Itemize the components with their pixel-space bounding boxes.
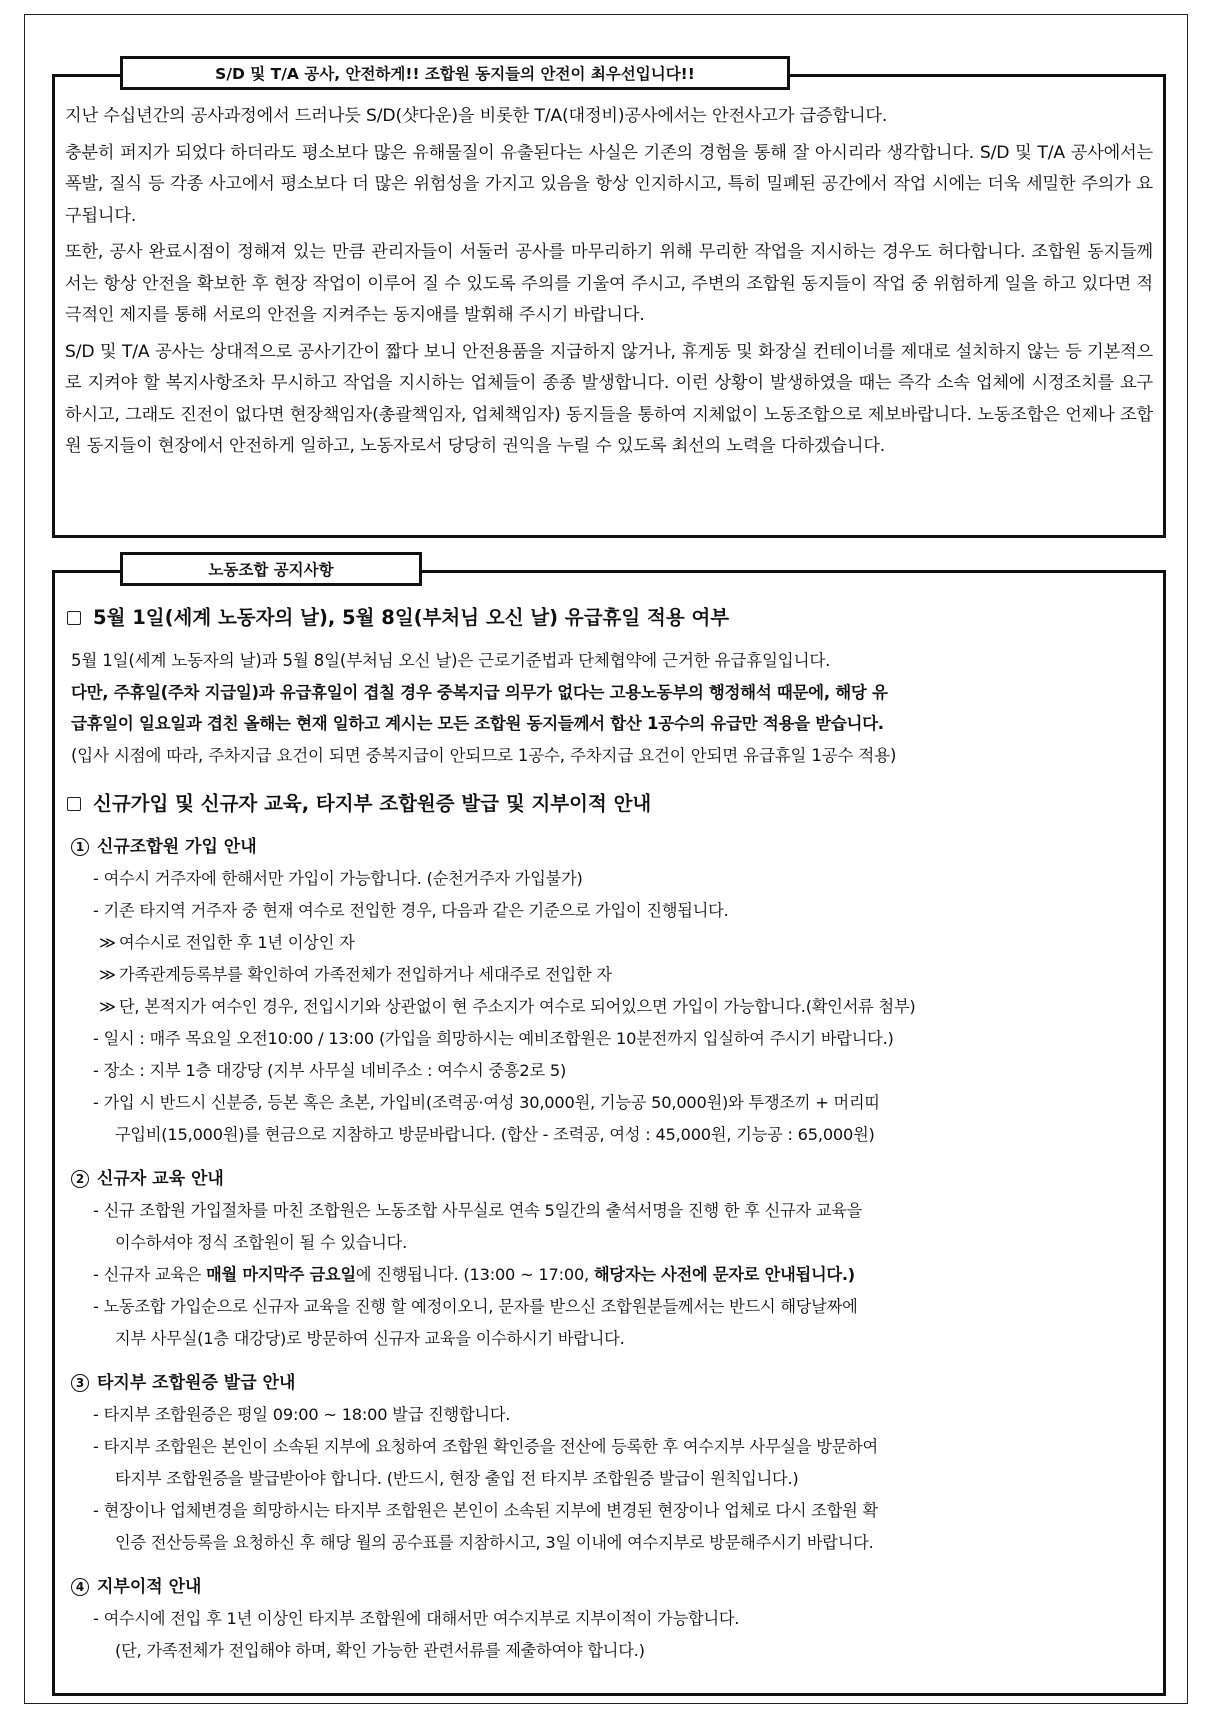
education-line-2c: 에 진행됩니다. (13:00 ~ 17:00, xyxy=(355,1265,594,1284)
criterion-2-text: 가족관계등록부를 확인하여 가족전체가 전입하거나 세대주로 전입한 자 xyxy=(119,965,612,984)
safety-paragraph-4: S/D 및 T/A 공사는 상대적으로 공사기간이 짧다 보니 안전용품을 지급하지 않거나, 휴게동 및 화장실 컨테이너를 제대로 설치하지 않는 등 기본적으로 지켜야 할 복지사항조차 무시하고 작업을 지시하는 업체들이 종종 발생합니다. 이런 상황이 발생하였을 때는 즉각 소속 업체에 시정조치를 요구하시고, 그래도 진전이 없다면 현장책임자(총괄책임자, 업체책임자) 동지들을 통하여 지체없이 노동조합으로 제보바랍니다. 노동조합은 언제나 조합원 동지들이 현장에서 안전하게 일하고, 노동자로서 당당히 권익을 누릴 수 있도록 최선의 노력을 다하겠습니다. xyxy=(65,341,1153,456)
sub-branch-transfer xyxy=(65,1571,1151,1667)
new-member-criterion-3 xyxy=(65,991,1151,1023)
sub-new-member-title-text: 신규조합원 가입 안내 xyxy=(97,837,257,857)
other-branch-line-1: - 타지부 조합원증은 평일 09:00 ~ 18:00 발급 진행합니다. xyxy=(93,1405,511,1424)
sub-new-member-education xyxy=(65,1163,1151,1355)
holiday-line-1: 5월 1일(세계 노동자의 날)과 5월 8일(부처님 오신 날)은 근로기준법과 단체협약에 근거한 유급휴일입니다. xyxy=(71,651,831,670)
education-notice-bold: 해당자는 사전에 문자로 안내됩니다.) xyxy=(593,1265,855,1284)
sub-other-branch-title-text: 타지부 조합원증 발급 안내 xyxy=(97,1373,296,1393)
education-line-3: - 노동조합 가입순으로 신규자 교육을 진행 할 예정이오니, 문자를 받으신 조합원분들께서는 반드시 해당날짜에 xyxy=(93,1297,858,1316)
sub-education-title xyxy=(71,1163,1151,1195)
circled-number-icon: 2 xyxy=(71,1170,89,1188)
criterion-3-text: 단, 본적지가 여수인 경우, 전입시기와 상관없이 현 주소지가 여수로 되어있으면 가입이 가능합니다.(확인서류 첨부) xyxy=(119,997,916,1016)
other-branch-line-2: - 타지부 조합원은 본인이 소속된 지부에 요청하여 조합원 확인증을 전산에 등록한 후 여수지부 사무실을 방문하여 xyxy=(93,1437,878,1456)
sub-education-title-text: 신규자 교육 안내 xyxy=(97,1169,224,1189)
transfer-line-1: - 여수시에 전입 후 1년 이상인 타지부 조합원에 대해서만 여수지부로 지부이적이 가능합니다. xyxy=(93,1609,740,1628)
holiday-note: (입사 시점에 따라, 주차지급 요건이 되면 중복지급이 안되므로 1공수, 주차지급 요건이 안되면 유급휴일 1공수 적용) xyxy=(71,745,897,765)
new-member-line-2: - 기존 타지역 거주자 중 현재 여수로 전입한 경우, 다음과 같은 기준으로 가입이 진행됩니다. xyxy=(93,901,729,920)
safety-paragraph-2: 충분히 퍼지가 되었다 하더라도 평소보다 많은 유해물질이 유출된다는 사실은 기존의 경험을 통해 잘 아시리라 생각합니다. S/D 및 T/A 공사에서는 폭발, 질식 등 각종 사고에서 평소보다 더 많은 위험성을 가지고 있음을 항상 인지하시고, 특히 밀폐된 공간에서 작업 시에는 더욱 세밀한 주의가 요구됩니다. xyxy=(65,142,1153,226)
sub-transfer-title xyxy=(71,1571,1151,1603)
section-holiday-title xyxy=(65,603,1151,633)
arrow-icon: ≫ xyxy=(99,965,116,984)
section-holiday-body xyxy=(71,645,1151,771)
new-member-location: - 장소 : 지부 1층 대강당 (지부 사무실 네비주소 : 여수시 중흥2로 5) xyxy=(93,1061,567,1080)
checkbox-icon xyxy=(67,797,81,811)
new-member-criterion-2 xyxy=(65,959,1151,991)
circled-number-icon: 3 xyxy=(71,1374,89,1392)
new-member-documents-cont: 구입비(15,000원)를 현금으로 지참하고 방문바랍니다. (합산 - 조력공, 여성 : 45,000원, 기능공 : 65,000원) xyxy=(115,1125,875,1144)
other-branch-line-2-cont: 타지부 조합원증을 발급받아야 합니다. (반드시, 현장 출입 전 타지부 조합원증 발급이 원칙입니다.) xyxy=(115,1469,799,1488)
new-member-line-1: - 여수시 거주자에 한해서만 가입이 가능합니다. (순천거주자 가입불가) xyxy=(93,869,583,888)
education-line-3-cont: 지부 사무실(1층 대강당)로 방문하여 신규자 교육을 이수하시기 바랍니다. xyxy=(115,1329,625,1348)
criterion-1-text: 여수시로 전입한 후 1년 이상인 자 xyxy=(119,933,355,952)
arrow-icon: ≫ xyxy=(99,933,116,952)
education-date-bold: 매월 마지막주 금요일 xyxy=(206,1265,356,1284)
education-line-2 xyxy=(79,1259,1151,1291)
new-member-documents: - 가입 시 반드시 신분증, 등본 혹은 초본, 가입비(조력공·여성 30,000원, 기능공 50,000원)와 투쟁조끼 + 머리띠 xyxy=(93,1093,880,1112)
sub-new-member-title xyxy=(71,831,1151,863)
education-line-2a: - 신규자 교육은 xyxy=(93,1265,207,1284)
new-member-criterion-1 xyxy=(65,927,1151,959)
circled-number-icon: 1 xyxy=(71,838,89,856)
sub-transfer-title-text: 지부이적 안내 xyxy=(97,1577,202,1597)
holiday-bold-line-2: 급휴일이 일요일과 겹친 올해는 현재 일하고 계시는 모든 조합원 동지들께서 합산 1공수의 유급만 적용을 받습니다. xyxy=(71,714,884,733)
safety-notice-content xyxy=(65,101,1153,468)
other-branch-line-3-cont: 인증 전산등록을 요청하신 후 해당 월의 공수표를 지참하시고, 3일 이내에 여수지부로 방문해주시기 바랍니다. xyxy=(115,1533,874,1552)
union-notice-content xyxy=(65,603,1151,1667)
education-line-1: - 신규 조합원 가입절차를 마친 조합원은 노동조합 사무실로 연속 5일간의 출석서명을 진행 한 후 신규자 교육을 xyxy=(93,1201,863,1220)
circled-number-icon: 4 xyxy=(71,1578,89,1596)
education-line-1-cont: 이수하셔야 정식 조합원이 될 수 있습니다. xyxy=(115,1233,408,1252)
safety-notice-title: S/D 및 T/A 공사, 안전하게!! 조합원 동지들의 안전이 최우선입니다!! xyxy=(120,56,790,90)
union-notice-box xyxy=(52,570,1166,1696)
safety-paragraph-3: 또한, 공사 완료시점이 정해져 있는 만큼 관리자들이 서둘러 공사를 마무리하기 위해 무리한 작업을 지시하는 경우도 허다합니다. 조합원 동지들께서는 항상 안전을 확보한 후 현장 작업이 이루어 질 수 있도록 주의를 기울여 주시고, 주변의 조합원 동지들이 작업 중 위험하게 일을 하고 있다면 적극적인 제지를 통해 서로의 안전을 지켜주는 동지애를 발휘해 주시기 바랍니다. xyxy=(65,242,1153,325)
arrow-icon: ≫ xyxy=(99,997,116,1016)
checkbox-icon xyxy=(67,611,81,625)
section-membership-title-text: 신규가입 및 신규자 교육, 타지부 조합원증 발급 및 지부이적 안내 xyxy=(93,792,652,815)
holiday-bold-line-1: 다만, 주휴일(주차 지급일)과 유급휴일이 겹칠 경우 중복지급 의무가 없다는 고용노동부의 행정해석 때문에, 해당 유 xyxy=(71,682,888,702)
section-membership-title xyxy=(65,789,1151,819)
sub-other-branch-card xyxy=(65,1367,1151,1559)
union-notice-title: 노동조합 공지사항 xyxy=(120,552,422,586)
section-holiday-title-text: 5월 1일(세계 노동자의 날), 5월 8일(부처님 오신 날) 유급휴일 적용 여부 xyxy=(93,606,730,629)
safety-notice-box xyxy=(52,74,1166,538)
other-branch-line-3: - 현장이나 업체변경을 희망하시는 타지부 조합원은 본인이 소속된 지부에 변경된 현장이나 업체로 다시 조합원 확 xyxy=(93,1501,878,1520)
new-member-schedule: - 일시 : 매주 목요일 오전10:00 / 13:00 (가입을 희망하시는 예비조합원은 10분전까지 입실하여 주시기 바랍니다.) xyxy=(93,1029,894,1048)
transfer-line-1-cont: (단, 가족전체가 전입해야 하며, 확인 가능한 관련서류를 제출하여야 합니다.) xyxy=(115,1641,645,1660)
safety-paragraph-1: 지난 수십년간의 공사과정에서 드러나듯 S/D(샷다운)을 비롯한 T/A(대정비)공사에서는 안전사고가 급증합니다. xyxy=(65,106,888,126)
sub-new-member xyxy=(65,831,1151,1151)
sub-other-branch-title xyxy=(71,1367,1151,1399)
